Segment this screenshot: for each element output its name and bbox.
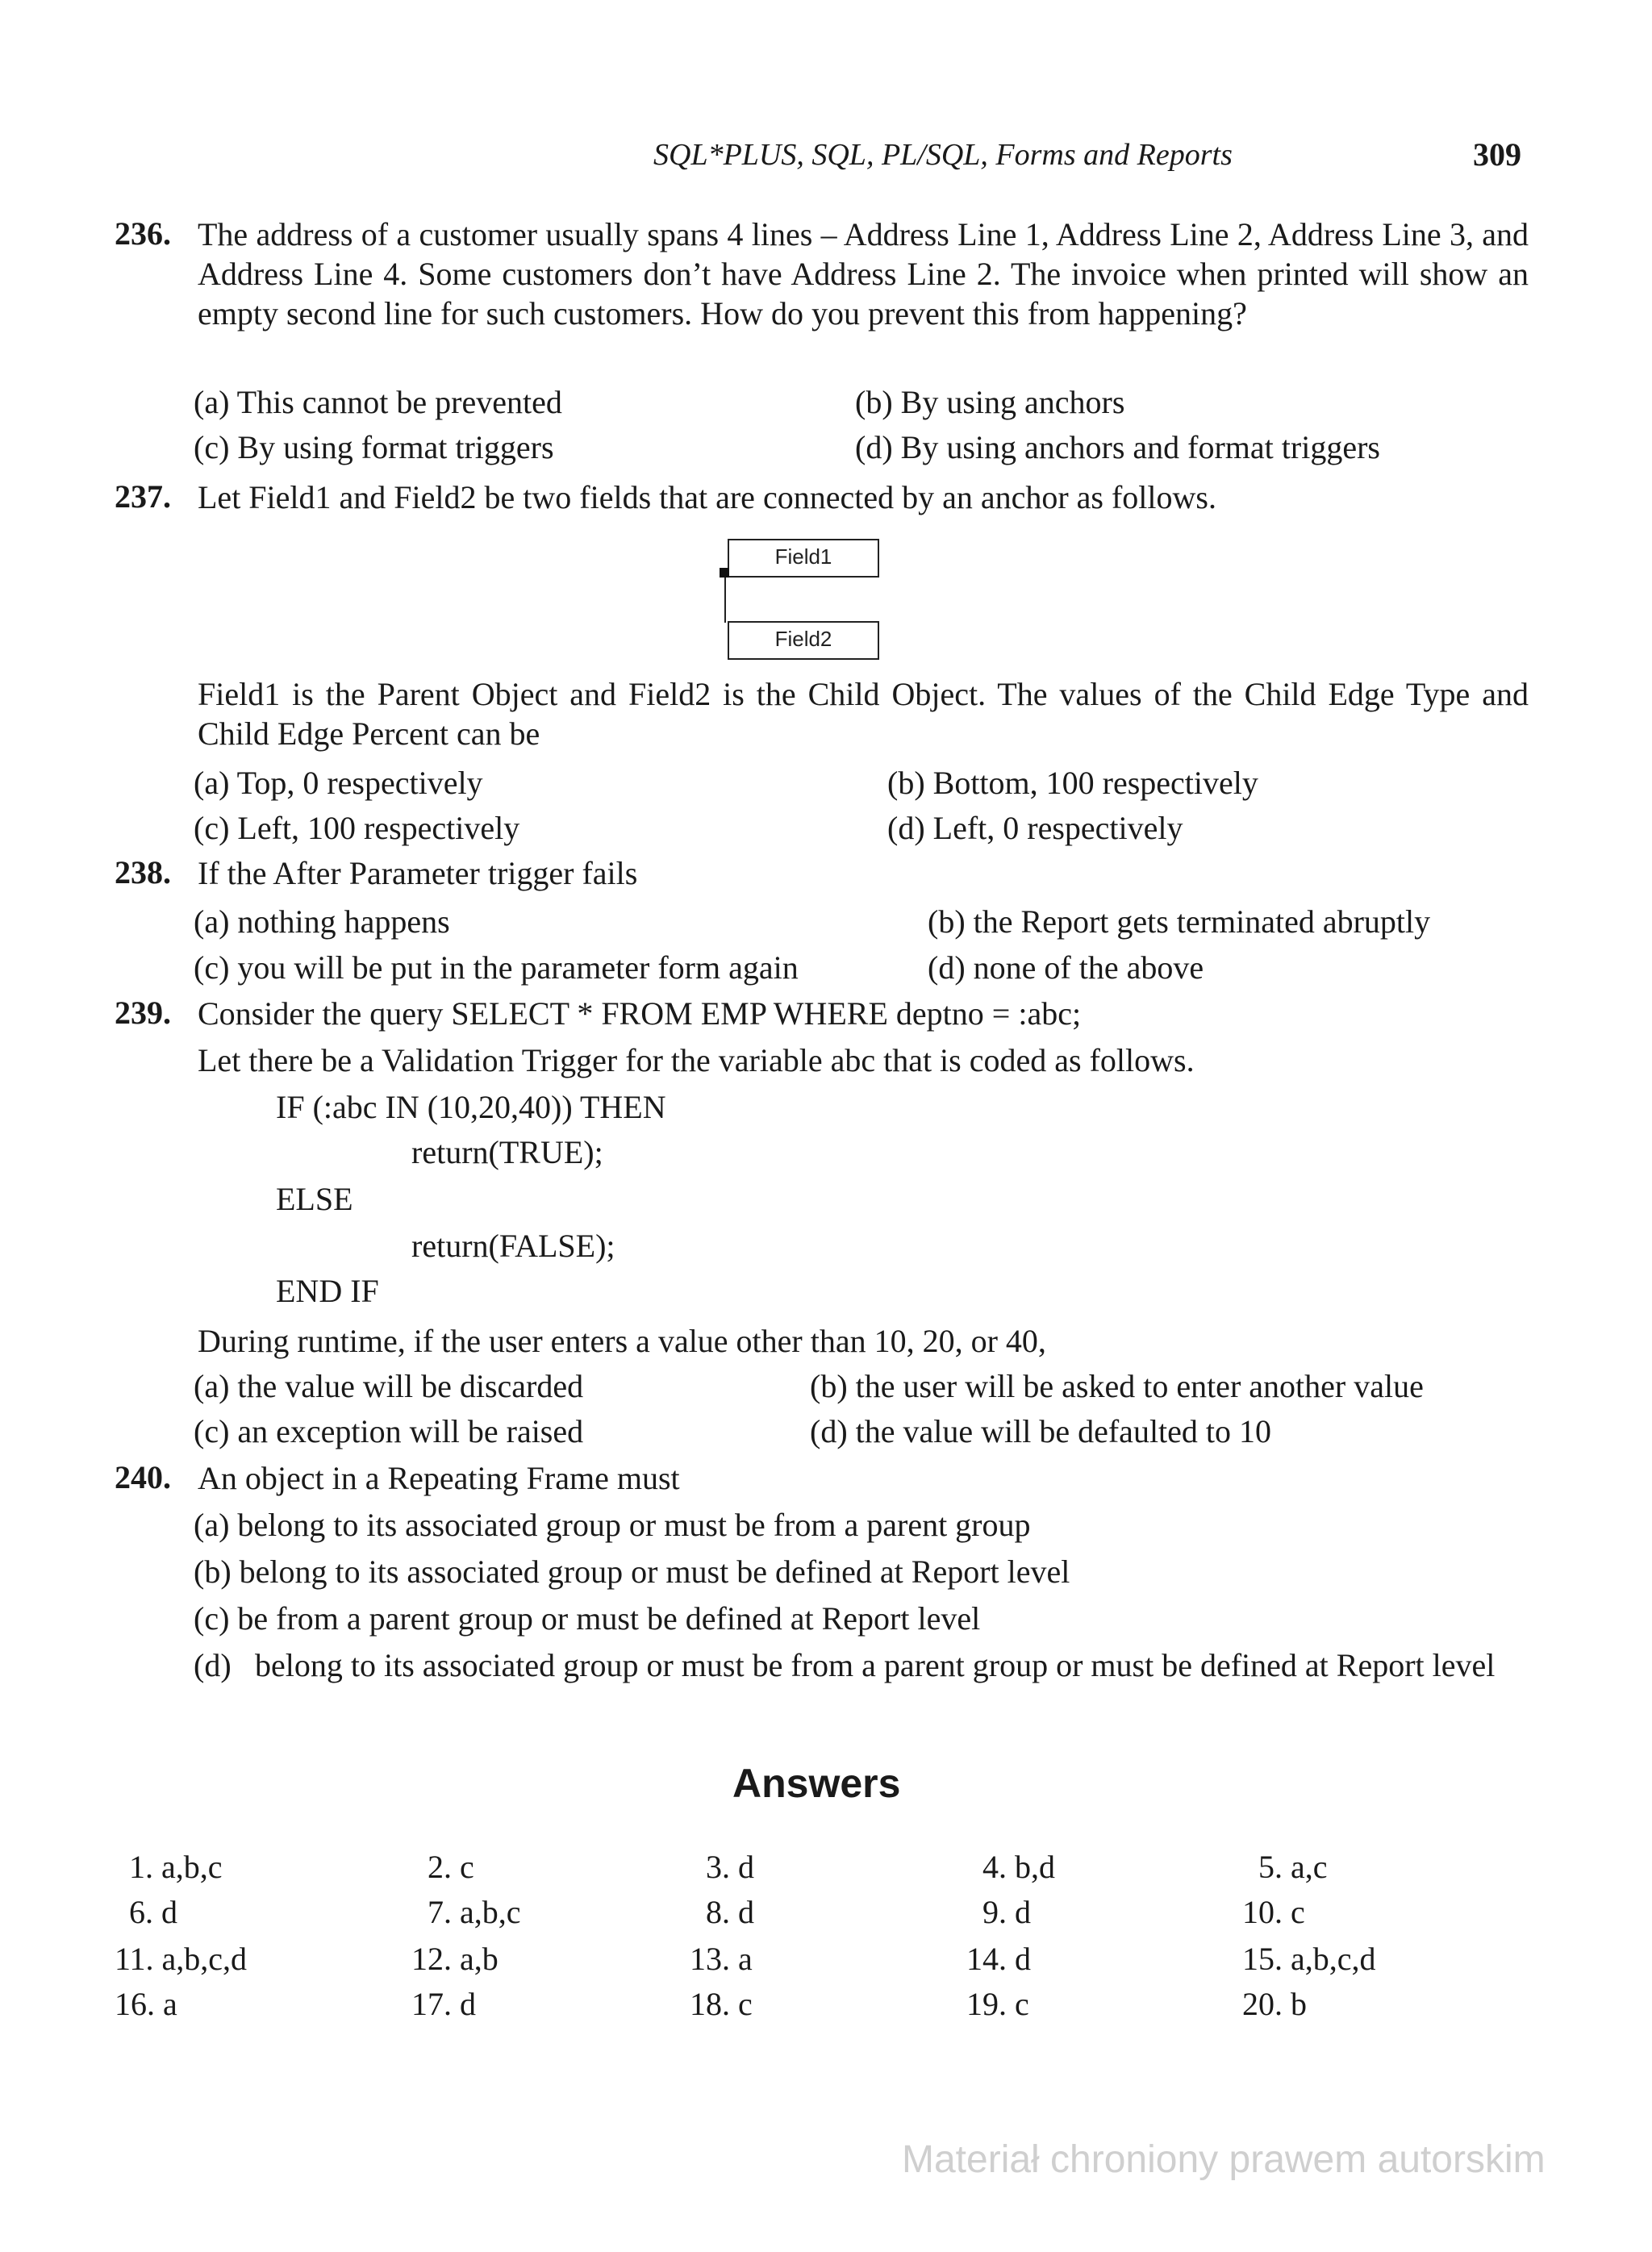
question-line: During runtime, if the user enters a value other than 10, 20, or 40,	[198, 1323, 1046, 1359]
answer-item: 4. b,d	[982, 1849, 1055, 1885]
answer-item: 10. c	[1242, 1894, 1305, 1930]
option-b: (b) By using anchors	[855, 384, 1125, 420]
answer-item: 15. a,b,c,d	[1242, 1941, 1376, 1977]
code-line: IF (:abc IN (10,20,40)) THEN	[276, 1089, 666, 1125]
anchor-handle	[720, 568, 729, 578]
option-b: (b) the user will be asked to enter another value	[810, 1368, 1424, 1404]
option-c: (c) Left, 100 respectively	[194, 810, 520, 846]
answer-item: 12. a,b	[411, 1941, 499, 1977]
question-stem: Consider the query SELECT * FROM EMP WHERE deptno = :abc;	[198, 995, 1082, 1032]
option-c: (c) an exception will be raised	[194, 1413, 584, 1449]
answer-item: 9. d	[982, 1894, 1031, 1930]
option-a: (a) This cannot be prevented	[194, 384, 562, 420]
code-line: return(TRUE);	[411, 1134, 603, 1170]
question-number: 237.	[115, 478, 171, 515]
option-d-label: (d)	[194, 1647, 232, 1683]
option-b: (b) Bottom, 100 respectively	[887, 765, 1258, 801]
option-d: (d) Left, 0 respectively	[887, 810, 1183, 846]
answer-item: 19. c	[966, 1986, 1029, 2022]
question-stem: Let Field1 and Field2 be two fields that are connected by an anchor as follows.	[198, 479, 1216, 515]
question-number: 240.	[115, 1459, 171, 1495]
question-number: 239.	[115, 995, 171, 1031]
question-stem: If the After Parameter trigger fails	[198, 855, 638, 891]
answer-item: 16. a	[115, 1986, 177, 2022]
question-stem: An object in a Repeating Frame must	[198, 1460, 680, 1496]
option-c: (c) be from a parent group or must be defined at Report level	[194, 1600, 981, 1637]
option-a: (a) nothing happens	[194, 903, 450, 940]
answer-item: 8. d	[706, 1894, 754, 1930]
question-body: Field1 is the Parent Object and Field2 is the Child Object. The values of the Child Edge Type and Child Edge Percent can be	[198, 676, 1529, 752]
answer-item: 18. c	[690, 1986, 753, 2022]
answer-item: 7. a,b,c	[428, 1894, 521, 1930]
answer-item: 6. d	[129, 1894, 177, 1930]
option-c: (c) By using format triggers	[194, 429, 554, 465]
answer-item: 17. d	[411, 1986, 476, 2022]
answer-item: 14. d	[966, 1941, 1031, 1977]
answers-heading: Answers	[732, 1761, 901, 1806]
option-b: (b) belong to its associated group or must be defined at Report level	[194, 1553, 1070, 1590]
answer-item: 2. c	[428, 1849, 474, 1885]
field1-box: Field1	[728, 539, 879, 578]
running-title: SQL*PLUS, SQL, PL/SQL, Forms and Reports	[653, 138, 1233, 172]
option-d: belong to its associated group or must be from a parent group or must be defined at Report level	[255, 1647, 1496, 1683]
copyright-watermark: Materiał chroniony prawem autorskim	[902, 2138, 1546, 2181]
option-b: (b) the Report gets terminated abruptly	[928, 903, 1431, 940]
option-a: (a) belong to its associated group or must be from a parent group	[194, 1507, 1031, 1543]
code-line: END IF	[276, 1273, 379, 1309]
option-d: (d) none of the above	[928, 949, 1204, 986]
code-line: ELSE	[276, 1181, 353, 1217]
answer-item: 5. a,c	[1258, 1849, 1328, 1885]
page-number: 309	[1473, 136, 1521, 173]
answer-item: 3. d	[706, 1849, 754, 1885]
option-a: (a) Top, 0 respectively	[194, 765, 483, 801]
answer-item: 1. a,b,c	[129, 1849, 223, 1885]
option-c: (c) you will be put in the parameter form again	[194, 949, 799, 986]
question-number: 238.	[115, 854, 171, 890]
option-d: (d) By using anchors and format triggers	[855, 429, 1380, 465]
option-d: (d) the value will be defaulted to 10	[810, 1413, 1272, 1449]
question-number: 236.	[115, 215, 171, 252]
question-stem: The address of a customer usually spans 4 lines – Address Line 1, Address Line 2, Address Line 3, and Address Line 4. Some customers don’t have Address Line 2. The invoice when printed will show an empty second line for such customers. How do you prevent this from happening?	[198, 216, 1529, 332]
answer-item: 20. b	[1242, 1986, 1307, 2022]
answer-item: 11. a,b,c,d	[115, 1941, 248, 1977]
code-line: return(FALSE);	[411, 1228, 615, 1264]
option-a: (a) the value will be discarded	[194, 1368, 584, 1404]
question-line: Let there be a Validation Trigger for the variable abc that is coded as follows.	[198, 1042, 1195, 1078]
answer-item: 13. a	[690, 1941, 753, 1977]
field2-box: Field2	[728, 621, 879, 660]
